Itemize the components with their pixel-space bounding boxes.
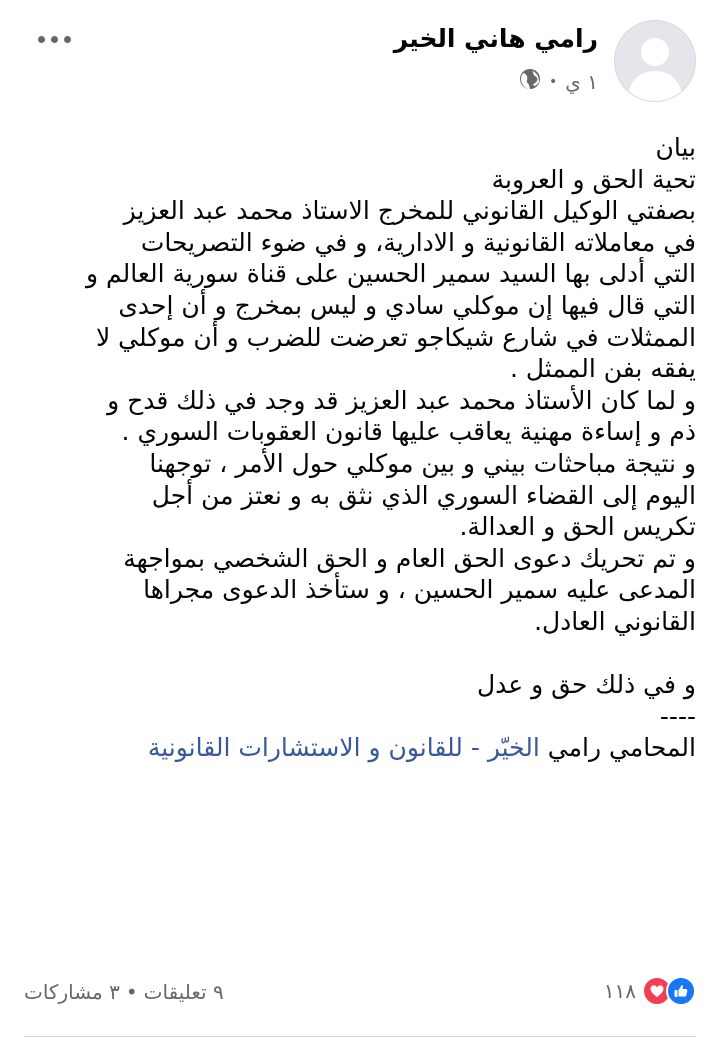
author-name[interactable]: رامي هاني الخير — [393, 24, 598, 53]
body-line: التي قال فيها إن موكلي سادي و ليس بمخرج و أن إحدى — [118, 290, 696, 320]
more-options-button[interactable] — [32, 26, 76, 52]
globe-icon[interactable] — [519, 68, 541, 95]
body-line: تكريس الحق و العدالة. — [459, 512, 696, 542]
post-footer — [24, 966, 696, 1016]
body-line: ---- — [659, 701, 696, 731]
more-horizontal-icon — [64, 36, 71, 43]
like-icon — [666, 976, 696, 1006]
body-line: ذم و إساءة مهنية يعاقب عليها قانون العقوبات السوري . — [121, 417, 696, 447]
meta-separator: • — [548, 73, 558, 90]
body-line: بيان — [655, 133, 696, 162]
counts-separator: • — [125, 980, 138, 1004]
body-line: و نتيجة مباحثات بيني و بين موكلي حول الأمر ، توجهنا — [149, 448, 696, 478]
reaction-count: ١١٨ — [603, 979, 636, 1003]
body-line: في معاملاته القانونية و الادارية، و في ضوء التصريحات — [140, 227, 696, 257]
body-line: اليوم إلى القضاء السوري الذي نثق به و نعتز من أجل — [151, 480, 696, 510]
page-link[interactable]: الخيّر - للقانون و الاستشارات القانونية — [147, 733, 540, 763]
signature-prefix: المحامي رامي — [539, 733, 696, 763]
engagement-counts — [24, 980, 224, 1004]
post-meta — [519, 68, 598, 95]
reactions-summary[interactable] — [604, 976, 696, 1006]
post-time[interactable]: ١ ي — [565, 69, 598, 94]
default-avatar-icon — [615, 21, 695, 101]
avatar[interactable] — [614, 20, 696, 102]
body-line: الممثلات في شارع شيكاجو تعرضت للضرب و أن موكلي لا — [95, 322, 696, 352]
signature-line — [24, 732, 696, 764]
body-line: و لما كان الأستاذ محمد عبد العزيز قد وجد في ذلك قدح و — [107, 385, 696, 415]
body-line: تحية الحق و العروبة — [491, 164, 696, 194]
body-line: بصفتي الوكيل القانوني للمخرج الاستاذ محمد عبد العزيز — [123, 196, 696, 226]
body-line: و في ذلك حق و عدل — [477, 670, 696, 700]
body-line: التي أدلى بها السيد سمير الحسين على قناة سورية العالم و — [86, 259, 696, 289]
post-header — [24, 18, 696, 102]
body-blank-line — [24, 638, 696, 670]
comments-count[interactable]: ٩ تعليقات — [143, 980, 224, 1004]
body-line: القانوني العادل. — [534, 606, 696, 636]
body-line: المدعى عليه سمير الحسين ، و ستأخذ الدعوى مجراها — [143, 575, 696, 605]
body-line: و تم تحريك دعوى الحق العام و الحق الشخصي بمواجهة — [123, 543, 696, 573]
body-line: يفقه بفن الممثل . — [509, 354, 696, 384]
shares-count[interactable]: ٣ مشاركات — [24, 980, 120, 1004]
post-body — [24, 132, 696, 764]
footer-divider — [24, 1036, 696, 1037]
